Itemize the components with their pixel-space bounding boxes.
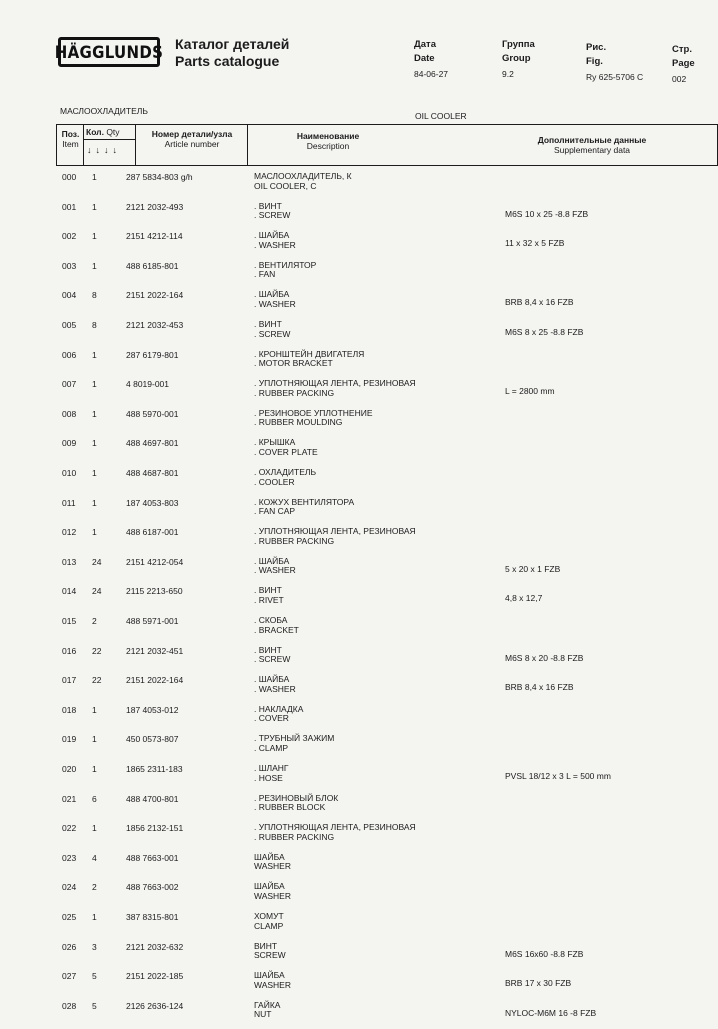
title-en: Parts catalogue (175, 53, 280, 69)
description-en: . CLAMP (254, 742, 289, 753)
item-number: 000 (62, 172, 77, 182)
supplementary-data: BRB 8,4 x 16 FZB (505, 682, 574, 693)
supplementary-data: 11 x 32 x 5 FZB (505, 238, 565, 249)
table-row (0, 407, 718, 437)
description-en: . RUBBER MOULDING (254, 417, 343, 428)
quantity: 1 (92, 468, 97, 478)
article-number: 2151 2022-164 (126, 675, 184, 686)
description (254, 320, 290, 339)
description-en: . COVER (254, 713, 289, 724)
description-ru: . ТРУБНЫЙ ЗАЖИМ (254, 733, 335, 744)
item-number: 025 (62, 912, 77, 922)
description-en: . WASHER (254, 298, 296, 309)
article-number: 2121 2032-453 (126, 320, 184, 330)
table-row (0, 318, 718, 348)
group-label-ru: Группа (502, 39, 535, 50)
description-en: . WASHER (254, 565, 296, 576)
item-number: 009 (62, 438, 77, 449)
table-row (0, 288, 718, 318)
quantity: 24 (92, 586, 102, 597)
item-number: 024 (62, 882, 77, 893)
item-number: 003 (62, 260, 77, 271)
description-en: OIL COOLER, C (254, 180, 317, 191)
item-number: 005 (62, 320, 77, 330)
article-number: 2151 4212-114 (126, 231, 183, 242)
item-number: 022 (62, 823, 77, 834)
group-label-en: Group (502, 53, 531, 64)
description-en: . COOLER (254, 476, 295, 487)
description (254, 675, 296, 694)
description (254, 912, 284, 931)
table-row (0, 525, 718, 555)
table-row (0, 703, 718, 733)
quantity: 1 (92, 734, 97, 745)
description-en: . HOSE (254, 772, 283, 783)
table-row (0, 555, 718, 585)
item-number: 012 (62, 527, 77, 538)
col-header-qty: Кол. Qty (86, 127, 120, 137)
item-number: 014 (62, 586, 77, 597)
supplementary-data: NYLOC-M6M 16 -8 FZB (505, 1007, 597, 1018)
quantity: 1 (92, 704, 97, 715)
title-ru: Каталог деталей (175, 36, 290, 52)
description-en: . RUBBER PACKING (254, 831, 335, 842)
description-en: . RUBBER BLOCK (254, 802, 326, 813)
item-number: 018 (62, 704, 77, 715)
description (254, 823, 416, 842)
item-number: 020 (62, 764, 77, 774)
description-ru: . ШАЙБА (254, 289, 290, 300)
section-title-ru: МАСЛООХЛАДИТЕЛЬ (60, 106, 148, 116)
article-number: 2115 2213-650 (126, 586, 183, 597)
date-label-ru: Дата (414, 39, 436, 50)
description-en: . WASHER (254, 683, 296, 694)
description (254, 261, 316, 280)
table-row (0, 496, 718, 526)
article-number: 2126 2636-124 (126, 1000, 184, 1011)
article-number: 4 8019-001 (126, 379, 170, 390)
description (254, 586, 284, 605)
description-en: . SCREW (254, 210, 291, 221)
table-row (0, 999, 718, 1029)
description-ru: . КРЫШКА (254, 437, 296, 448)
description (254, 942, 286, 961)
description-ru: . ОХЛАДИТЕЛЬ (254, 467, 317, 477)
quantity: 5 (92, 971, 97, 982)
description (254, 290, 296, 309)
table-row (0, 584, 718, 614)
description-en: . SCREW (254, 328, 291, 339)
description-ru: . ВЕНТИЛЯТОР (254, 259, 317, 270)
description-ru: ШАЙБА (254, 881, 285, 892)
table-row (0, 969, 718, 999)
col-header-supplementary: Дополнительные данные Supplementary data (537, 135, 647, 155)
description-en: WASHER (254, 979, 291, 990)
description (254, 231, 296, 250)
supplementary-data: BRB 17 x 30 FZB (505, 978, 572, 989)
item-number: 026 (62, 941, 77, 952)
hagglunds-logo (54, 37, 164, 67)
logo-text: HÄGGLUNDS (54, 41, 164, 63)
article-number: 287 6179-801 (126, 349, 179, 360)
description (254, 172, 352, 191)
quantity: 1 (92, 408, 97, 419)
table-row (0, 732, 718, 762)
article-number: 2121 2032-493 (126, 201, 184, 212)
table-row (0, 170, 718, 200)
description-ru: . ШЛАНГ (254, 763, 289, 773)
item-number: 015 (62, 616, 77, 626)
description-en: . SCREW (254, 654, 291, 665)
description-en: . COVER PLATE (254, 446, 318, 457)
description (254, 971, 291, 990)
quantity: 2 (92, 882, 97, 893)
description (254, 646, 290, 665)
quantity: 1 (92, 527, 97, 538)
table-row (0, 436, 718, 466)
description (254, 498, 354, 517)
article-number: 1856 2132-151 (126, 823, 184, 834)
supplementary-data: 5 x 20 x 1 FZB (505, 563, 561, 574)
item-number: 017 (62, 675, 77, 686)
article-number: 488 7663-001 (126, 852, 179, 863)
supplementary-data: L = 2800 mm (505, 386, 555, 397)
document-title (175, 36, 289, 70)
article-number: 488 4687-801 (126, 468, 179, 478)
date-label-en: Date (414, 53, 435, 64)
quantity: 22 (92, 675, 102, 686)
article-number: 2121 2032-632 (126, 941, 184, 952)
article-number: 1865 2311-183 (126, 764, 183, 774)
description-ru: . УПЛОТНЯЮЩАЯ ЛЕНТА, РЕЗИНОВАЯ (254, 378, 416, 389)
table-row (0, 614, 718, 644)
description-ru: . ШАЙБА (254, 230, 290, 241)
item-number: 023 (62, 852, 77, 863)
description-en: . RIVET (254, 594, 284, 605)
description (254, 557, 296, 576)
article-number: 2151 4212-054 (126, 556, 184, 567)
description (254, 409, 373, 428)
item-number: 011 (62, 497, 76, 508)
table-row (0, 762, 718, 792)
article-number: 488 5971-001 (126, 616, 179, 626)
table-row (0, 880, 718, 910)
table-row (0, 229, 718, 259)
table-row (0, 940, 718, 970)
description (254, 350, 364, 369)
description-ru: . НАКЛАДКА (254, 703, 304, 714)
col-header-item: Поз. Item (61, 129, 80, 149)
article-number: 488 7663-002 (126, 882, 179, 893)
fig-block (586, 43, 643, 82)
description-en: . FAN CAP (254, 506, 296, 517)
description (254, 379, 416, 398)
description-en: CLAMP (254, 920, 284, 931)
item-number: 007 (62, 379, 77, 390)
table-row (0, 851, 718, 881)
table-row (0, 200, 718, 230)
article-number: 488 4700-801 (126, 793, 179, 804)
description (254, 764, 289, 783)
article-number: 2121 2032-451 (126, 645, 184, 656)
article-number: 488 6187-001 (126, 527, 179, 538)
description-en: SCREW (254, 950, 286, 961)
page-value: 002 (672, 74, 687, 84)
description-en: . RUBBER PACKING (254, 387, 335, 398)
description-ru: МАСЛООХЛАДИТЕЛЬ, К (254, 171, 352, 181)
description-ru: . ВИНТ (254, 644, 282, 655)
fig-label-ru: Рис. (586, 42, 607, 53)
date-value: 84-06-27 (414, 69, 449, 79)
quantity: 8 (92, 290, 97, 301)
description (254, 882, 291, 901)
table-row (0, 259, 718, 289)
quantity: 8 (92, 320, 97, 330)
quantity: 4 (92, 852, 97, 863)
quantity: 3 (92, 941, 97, 952)
date-block (414, 40, 448, 79)
page-label-en: Page (672, 58, 695, 69)
table-row (0, 348, 718, 378)
supplementary-data: M6S 8 x 20 -8.8 FZB (505, 652, 584, 663)
table-row (0, 792, 718, 822)
description (254, 734, 334, 753)
description-ru: . ВИНТ (254, 200, 282, 211)
quantity: 1 (92, 497, 97, 508)
item-number: 008 (62, 408, 77, 419)
quantity: 1 (92, 201, 97, 212)
description-ru: . УПЛОТНЯЮЩАЯ ЛЕНТА, РЕЗИНОВАЯ (254, 526, 416, 537)
col-header-article: Номер детали/узла Article number (151, 129, 233, 149)
article-number: 387 8315-801 (126, 912, 179, 922)
description-en: . BRACKET (254, 624, 299, 635)
page-block (672, 45, 695, 84)
supplementary-data: PVSL 18/12 x 3 L = 500 mm (505, 771, 611, 781)
description (254, 705, 303, 724)
description (254, 794, 338, 813)
section-title-en: OIL COOLER (415, 111, 467, 121)
description-en: . RUBBER PACKING (254, 535, 335, 546)
description-ru: . СКОБА (254, 615, 288, 625)
description-ru: . КРОНШТЕЙН ДВИГАТЕЛЯ (254, 348, 365, 359)
description-en: . FAN (254, 269, 276, 280)
description-ru: . РЕЗИНОВЫЙ БЛОК (254, 792, 339, 803)
table-row (0, 466, 718, 496)
description-ru: ШАЙБА (254, 970, 285, 981)
quantity: 6 (92, 793, 97, 804)
quantity: 1 (92, 438, 97, 449)
group-block (502, 40, 535, 79)
col-header-description: Наименование Description (296, 131, 360, 151)
supplementary-data: M6S 8 x 25 -8.8 FZB (505, 327, 584, 337)
description-en: . WASHER (254, 239, 296, 250)
item-number: 016 (62, 645, 77, 656)
quantity: 1 (92, 231, 97, 242)
article-number: 488 6185-801 (126, 260, 179, 271)
description (254, 1001, 280, 1020)
article-number: 287 5834-803 g/h (126, 172, 193, 182)
description-en: NUT (254, 1009, 272, 1020)
description-en: WASHER (254, 890, 291, 901)
table-row (0, 821, 718, 851)
arrow-down-icons: ↓↓↓↓ (87, 145, 121, 155)
fig-label-en: Fig. (586, 56, 603, 67)
table-row (0, 377, 718, 407)
article-number: 488 5970-001 (126, 408, 179, 419)
item-number: 013 (62, 556, 77, 567)
description-ru: . КОЖУХ ВЕНТИЛЯТОРА (254, 496, 355, 507)
item-number: 001 (62, 201, 77, 212)
article-number: 187 4053-803 (126, 497, 179, 508)
quantity: 22 (92, 645, 102, 656)
description-ru: . УПЛОТНЯЮЩАЯ ЛЕНТА, РЕЗИНОВАЯ (254, 822, 416, 833)
article-number: 187 4053-012 (126, 704, 179, 715)
supplementary-data: BRB 8,4 x 16 FZB (505, 297, 574, 308)
description-ru: ГАЙКА (254, 999, 281, 1010)
description-en: WASHER (254, 861, 291, 872)
quantity: 1 (92, 379, 97, 390)
item-number: 004 (62, 290, 77, 301)
description (254, 202, 290, 221)
quantity: 1 (92, 349, 97, 360)
item-number: 002 (62, 231, 77, 242)
description-ru: ШАЙБА (254, 851, 285, 862)
quantity: 5 (92, 1000, 97, 1011)
description (254, 853, 291, 872)
supplementary-data: M6S 10 x 25 -8.8 FZB (505, 208, 589, 219)
group-value: 9.2 (502, 69, 514, 79)
table-row (0, 673, 718, 703)
quantity: 1 (92, 823, 97, 834)
supplementary-data: 4,8 x 12,7 (505, 593, 543, 604)
description-ru: . ВИНТ (254, 319, 282, 329)
item-number: 019 (62, 734, 77, 745)
description (254, 468, 316, 487)
item-number: 021 (62, 793, 77, 804)
description-en: . MOTOR BRACKET (254, 358, 333, 369)
item-number: 010 (62, 468, 77, 478)
quantity: 1 (92, 764, 97, 774)
description (254, 616, 299, 635)
quantity: 24 (92, 556, 102, 567)
page-label-ru: Стр. (672, 44, 692, 55)
description-ru: ВИНТ (254, 940, 278, 951)
quantity: 1 (92, 260, 97, 271)
description-ru: . ВИНТ (254, 585, 282, 596)
description-ru: . РЕЗИНОВОЕ УПЛОТНЕНИЕ (254, 407, 373, 418)
fig-value: Ry 625-5706 C (586, 72, 644, 82)
item-number: 006 (62, 349, 77, 360)
item-number: 028 (62, 1000, 77, 1011)
description (254, 527, 416, 546)
description (254, 438, 318, 457)
article-number: 450 0573-807 (126, 734, 179, 745)
article-number: 488 4697-801 (126, 438, 179, 449)
quantity: 1 (92, 912, 97, 922)
item-number: 027 (62, 971, 77, 982)
description-ru: ХОМУТ (254, 911, 284, 921)
article-number: 2151 2022-164 (126, 290, 184, 301)
supplementary-data: M6S 16x60 -8.8 FZB (505, 948, 584, 959)
table-row (0, 910, 718, 940)
table-row (0, 644, 718, 674)
description-ru: . ШАЙБА (254, 555, 290, 566)
article-number: 2151 2022-185 (126, 971, 184, 982)
quantity: 2 (92, 616, 97, 626)
description-ru: . ШАЙБА (254, 674, 290, 685)
quantity: 1 (92, 172, 97, 182)
table-header (56, 124, 718, 166)
